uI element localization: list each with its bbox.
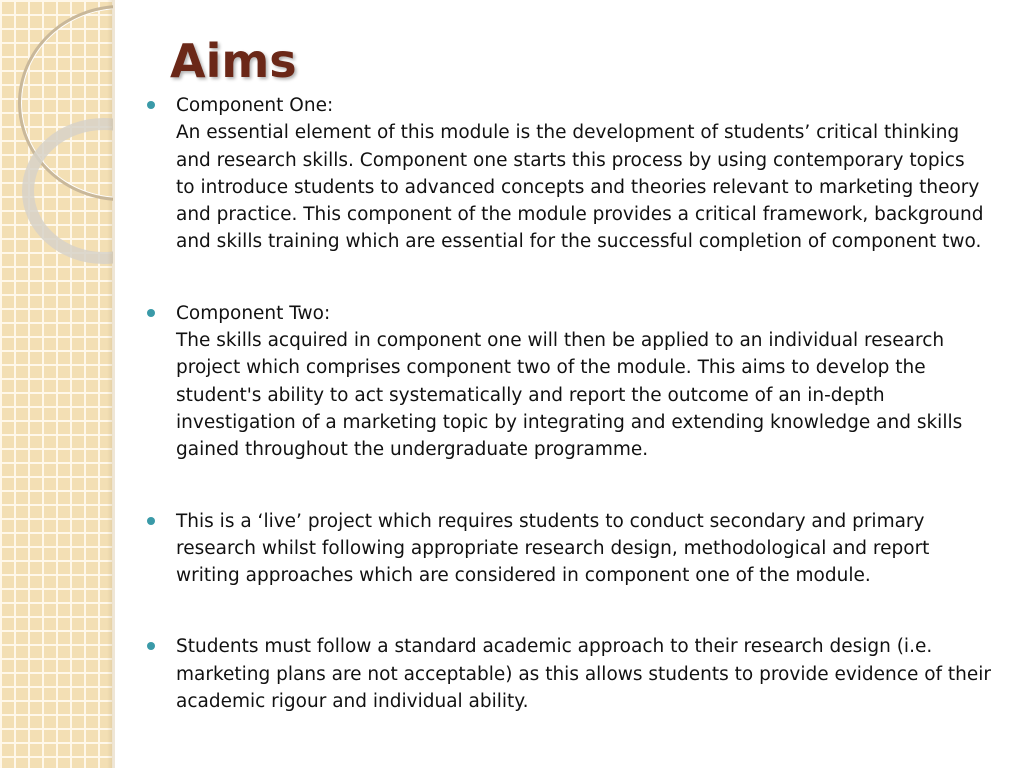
- bullet-text-line: marketing plans are not acceptable) as this allows students to provide evidence of their: [176, 663, 992, 685]
- bullet-text-line: to introduce students to advanced concepts and theories relevant to marketing theory: [176, 176, 980, 198]
- bullet-dot-icon: [147, 642, 155, 650]
- bullet-dot-icon: [147, 517, 155, 525]
- slide-title: Aims: [170, 34, 297, 88]
- bullet-text-line: Students must follow a standard academic approach to their research design (i.e.: [176, 636, 933, 658]
- bullet-text-line: Component One:: [176, 95, 334, 116]
- bullet-text-line: The skills acquired in component one will then be applied to an individual research: [176, 330, 945, 352]
- bullet-text-line: gained throughout the undergraduate programme.: [176, 439, 649, 461]
- bullet-text-line: and skills training which are essential for the successful completion of component two.: [176, 231, 982, 253]
- bullet-text-line: An essential element of this module is the development of students’ critical thinking: [176, 122, 960, 144]
- bullet-item: [146, 92, 1006, 256]
- bullet-text-line: and practice. This component of the module provides a critical framework, background: [176, 204, 984, 226]
- bullet-text-line: research whilst following appropriate research design, methodological and report: [176, 537, 930, 559]
- decorative-side-strip: [0, 0, 115, 768]
- bullet-item: [146, 633, 1006, 715]
- bullet-text-line: and research skills. Component one starts this process by using contemporary topics: [176, 149, 965, 171]
- bullet-dot-icon: [147, 101, 155, 109]
- bullet-list: [146, 92, 1006, 759]
- bullet-text-line: investigation of a marketing topic by integrating and extending knowledge and skills: [176, 411, 963, 433]
- bullet-item: [146, 300, 1006, 464]
- bullet-text-line: student's ability to act systematically and report the outcome of an in-depth: [176, 384, 885, 406]
- bullet-text-line: academic rigour and individual ability.: [176, 691, 529, 713]
- bullet-text-line: This is a ‘live’ project which requires students to conduct secondary and primary: [176, 510, 925, 532]
- bullet-item: [146, 508, 1006, 590]
- bullet-text-line: writing approaches which are considered in component one of the module.: [176, 565, 871, 587]
- bullet-text-line: Component Two:: [176, 302, 331, 324]
- bullet-text-line: project which comprises component two of the module. This aims to develop the: [176, 357, 926, 379]
- bullet-dot-icon: [147, 309, 155, 317]
